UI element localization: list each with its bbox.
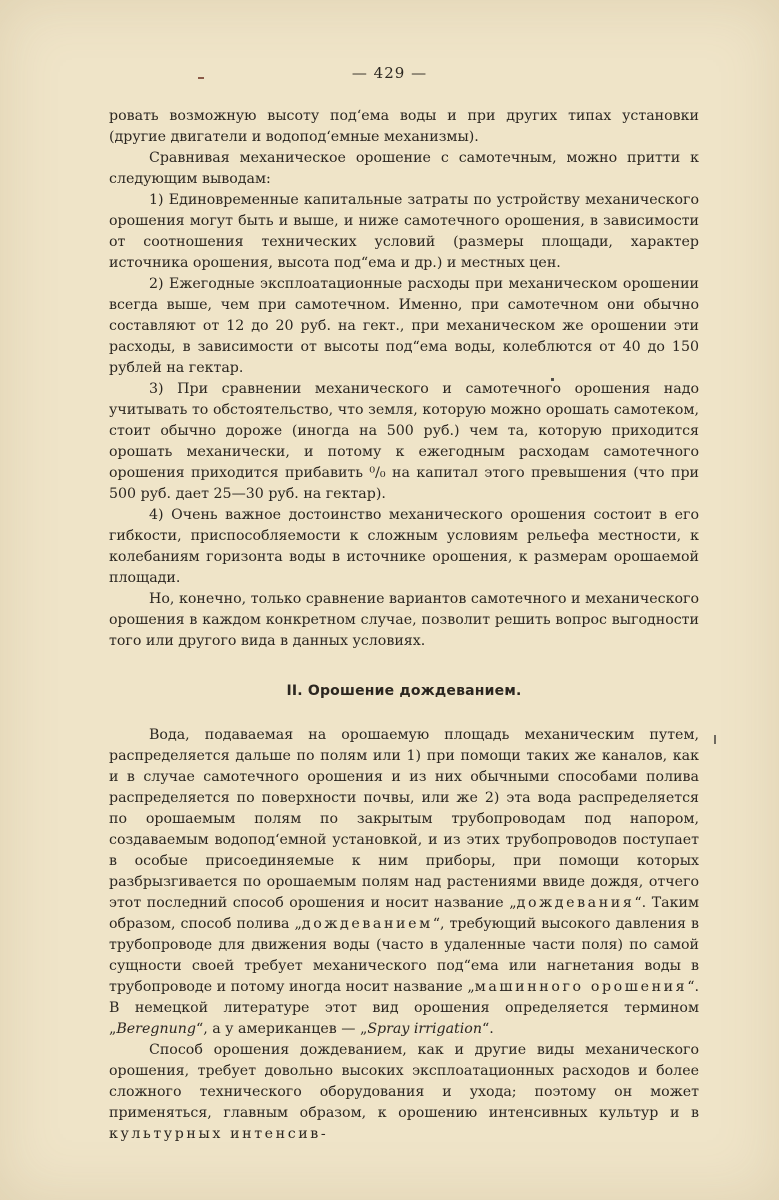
italic-term-english: Spray irrigation <box>367 1021 482 1037</box>
text-run: Вода, подаваемая на орошаемую площадь механическим путем, распределяется дальше по полям или 1) при помощи таких же каналов, как и в случае самотечного орошения и из них обычными способами полива распределяется по поверхности почвы, или же 2) эта вода распределяется по орошаемым полям по закрытым трубопроводам под напором, создаваемым водопод‘емной установкой, и из этих трубопроводов поступает в особые присоединяемые к ним приборы, при помощи которых разбрызгивается по орошаемым полям над растениями ввиде дождя, отчего этот последний способ орошения и носит название „ <box>109 727 699 911</box>
paragraph-point-3: 3) При сравнении механического и самотечного орошения надо учитывать то обстоятельство, что земля, которую можно орошать самотеком, стоит обычно дороже (иногда на 500 руб.) чем та, которую приходится орошать механически, и потому к ежегодным расходам самотечного орошения приходится прибавить ⁰/₀ на капитал этого превышения (что при 500 руб. дает 25—30 руб. на гектар). <box>109 381 699 502</box>
spaced-term: машинного орошения <box>474 979 688 995</box>
italic-term-german: Beregnung <box>116 1021 196 1037</box>
body-text <box>109 106 699 1145</box>
stray-ink-mark <box>714 735 716 744</box>
header-dash-right: — <box>411 64 428 82</box>
text-run: “. <box>481 1021 494 1037</box>
paragraph-point-1: 1) Единовременные капитальные затраты по устройству механического орошения могут быть и выше, и ниже самотечного орошения, в зависимости от соотношения технических условий (размеры площади, характер источника орошения, высота под“ема и др.) и местных цен. <box>109 192 699 271</box>
page-header <box>0 64 779 82</box>
paragraph-sprinkling-definition <box>109 725 699 1040</box>
spaced-term: культурных интенсив- <box>109 1126 329 1142</box>
spaced-term: дождевания <box>516 895 635 911</box>
spaced-term: дождеванием <box>301 916 433 932</box>
text-run: “. Таким образом, способ полива „ <box>109 895 699 932</box>
page-number: 429 <box>373 64 406 82</box>
header-dash-left: — <box>351 64 368 82</box>
paragraph-point-2: 2) Ежегодные эксплоатационные расходы при механическом орошении всегда выше, чем при самотечном. Именно, при самотечном они обычно составляют от 12 до 20 руб. на гект., при механическом же орошении эти расходы, в зависимости от высоты под“ема воды, колеблются от 40 до 150 рублей на гектар. <box>109 276 699 376</box>
text-run: “. В немецкой литературе этот вид орошения определяется термином „ <box>109 979 699 1037</box>
paragraph-sprinkling-costs <box>109 1040 699 1145</box>
paragraph-comparison-intro: Сравнивая механическое орошение с самотечным, можно притти к следующим выводам: <box>109 150 699 187</box>
paragraph-conclusion: Но, конечно, только сравнение вариантов самотечного и механического орошения в каждом конкретном случае, позволит решить вопрос выгодности того или другого вида в данных условиях. <box>109 591 699 649</box>
text-run: “, а у американцев — „ <box>195 1021 368 1037</box>
text-run: “, требующий высокого давления в трубопроводе для движения воды (часто в удаленные части поля) по самой сущности своей требует механического под“ема или нагнетания воды в трубопроводе и потому иногда носит название „ <box>109 916 700 995</box>
paragraph-point-4: 4) Очень важное достоинство механического орошения состоит в его гибкости, приспособляемости к сложным условиям рельефа местности, к колебаниям горизонта воды в источнике орошения, к размерам орошаемой площади. <box>109 507 699 586</box>
paragraph-continuation: ровать возможную высоту под‘ема воды и при других типах установки (другие двигатели и водопод‘емные механизмы). <box>109 108 699 145</box>
stray-ink-mark <box>198 77 204 79</box>
section-heading: II. Орошение дождеванием. <box>286 683 522 699</box>
text-run: Способ орошения дождеванием, как и другие виды механического орошения, требует довольно высоких эксплоатационных расходов и более сложного технического оборудования и ухода; поэтому он может применяться, главным образом, к орошению интенсивных культур и в <box>109 1042 699 1121</box>
